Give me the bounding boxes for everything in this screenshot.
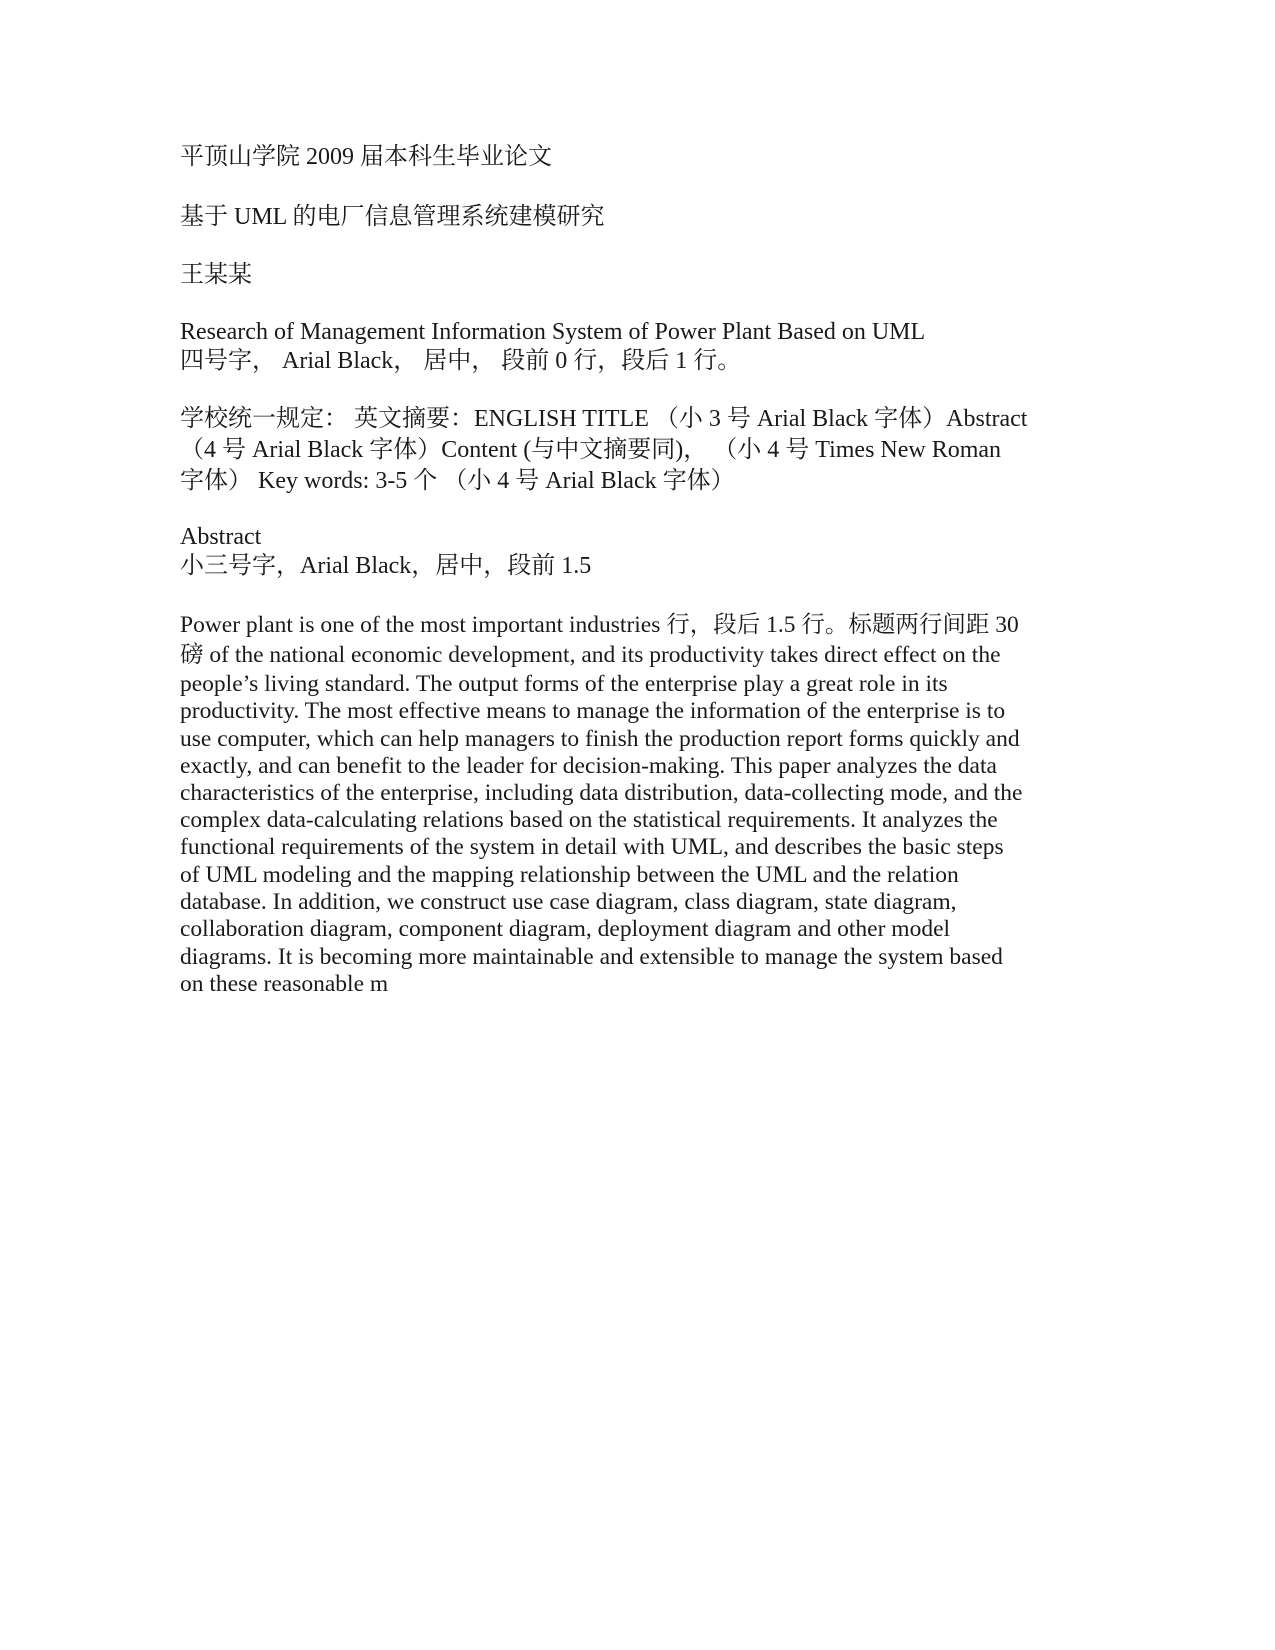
school-header: 平顶山学院 2009 届本科生毕业论文 — [180, 144, 552, 170]
abstract-line: on these reasonable m — [180, 971, 389, 997]
english-title: Research of Management Information System of Power Plant Based on UML — [180, 319, 926, 345]
abstract-heading: Abstract — [180, 524, 262, 550]
chinese-title: 基于 UML 的电厂信息管理系统建模研究 — [180, 204, 605, 230]
abstract-line: productivity. The most effective means to manage the information of the enterprise is to — [180, 698, 1006, 724]
abstract-line: collaboration diagram, component diagram, deployment diagram and other model — [180, 916, 951, 942]
format-rule-line: 字体） Key words: 3-5 个 （小 4 号 Arial Black 字体） — [180, 468, 735, 494]
format-rule-line: 学校统一规定： 英文摘要：ENGLISH TITLE （小 3 号 Arial Black 字体）Abstract — [180, 406, 1028, 432]
abstract-line: functional requirements of the system in detail with UML, and describes the basic steps — [180, 834, 1004, 860]
abstract-line: exactly, and can benefit to the leader for decision-making. This paper analyzes the data — [180, 753, 997, 779]
abstract-line: characteristics of the enterprise, including data distribution, data-collecting mode, and the — [180, 780, 1023, 806]
format-rule-line: （4 号 Arial Black 字体）Content (与中文摘要同)， （小 4 号 Times New Roman — [180, 437, 1002, 463]
abstract-line: complex data-calculating relations based on the statistical requirements. It analyzes the — [180, 807, 998, 833]
abstract-line: Power plant is one of the most important industries 行，段后 1.5 行。标题两行间距 30 — [180, 612, 1019, 638]
abstract-line: people’s living standard. The output forms of the enterprise play a great role in its — [180, 671, 948, 697]
abstract-format-note: 小三号字，Arial Black，居中，段前 1.5 — [180, 553, 592, 579]
author-name: 王某某 — [180, 262, 252, 288]
abstract-line: database. In addition, we construct use case diagram, class diagram, state diagram, — [180, 889, 957, 915]
abstract-line: diagrams. It is becoming more maintainable and extensible to manage the system based — [180, 944, 1003, 970]
title-format-note: 四号字， Arial Black， 居中， 段前 0 行，段后 1 行。 — [180, 348, 742, 374]
abstract-line: 磅 of the national economic development, and its productivity takes direct effect on the — [180, 642, 1001, 668]
abstract-line: of UML modeling and the mapping relationship between the UML and the relation — [180, 862, 959, 888]
abstract-line: use computer, which can help managers to finish the production report forms quickly and — [180, 726, 1020, 752]
